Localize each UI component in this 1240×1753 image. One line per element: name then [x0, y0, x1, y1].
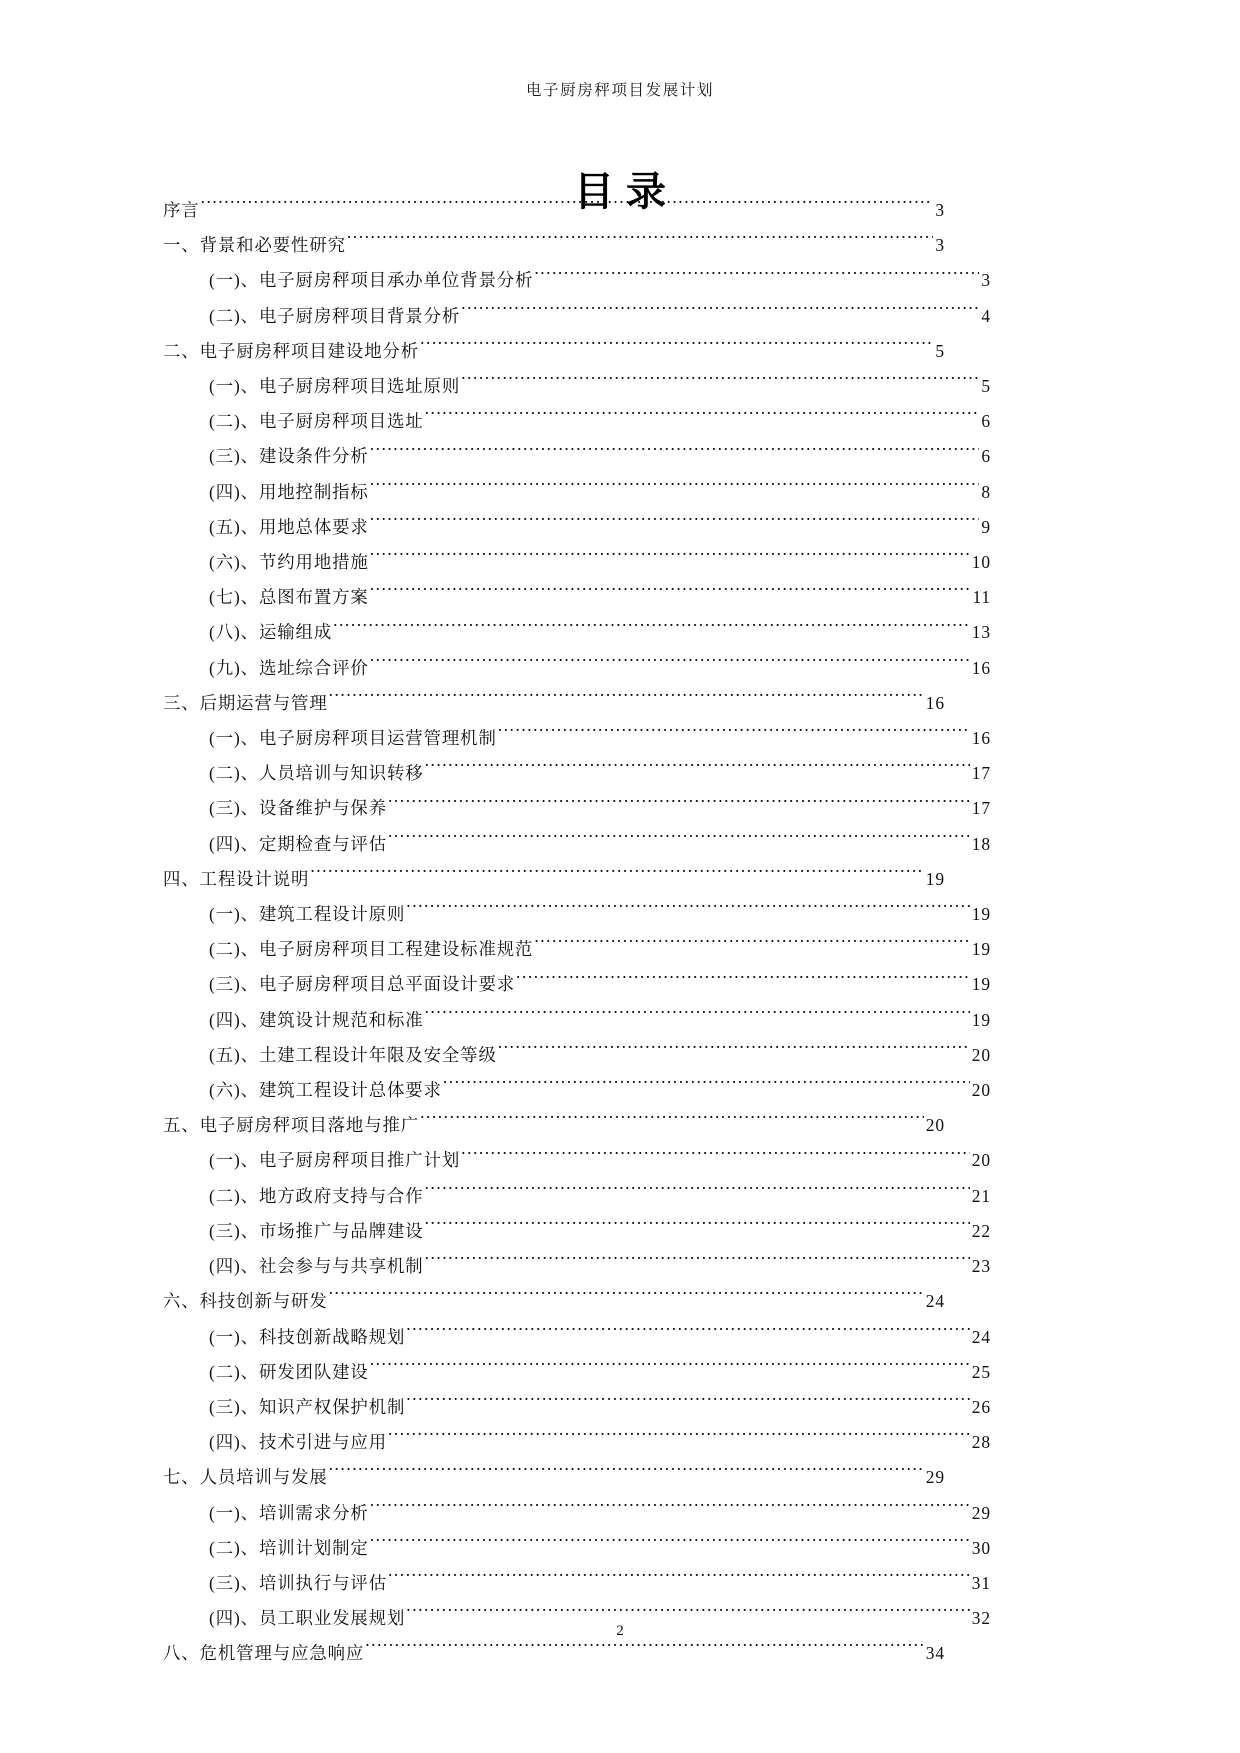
- toc-leader-dots: [388, 832, 970, 849]
- toc-entry[interactable]: [163, 1003, 991, 1038]
- toc-entry-label: (一)、建筑工程设计原则: [209, 904, 406, 925]
- toc-entry-page-number: 21: [971, 1185, 991, 1206]
- toc-entry-label: (四)、建筑设计规范和标准: [209, 1009, 424, 1030]
- toc-entry-label: (三)、培训执行与评估: [209, 1572, 387, 1593]
- toc-entry-label: (七)、总图布置方案: [209, 587, 369, 608]
- toc-entry[interactable]: [163, 228, 945, 263]
- toc-entry-page-number: 29: [971, 1502, 991, 1523]
- toc-entry-page-number: 10: [971, 552, 991, 573]
- toc-entry-page-number: 22: [971, 1220, 991, 1241]
- toc-leader-dots: [370, 1360, 970, 1377]
- toc-entry[interactable]: [163, 1284, 945, 1319]
- toc-leader-dots: [534, 938, 969, 955]
- footer-page-number: 2: [616, 1623, 624, 1639]
- toc-entry[interactable]: [163, 1143, 991, 1178]
- toc-entry[interactable]: [163, 1425, 991, 1460]
- toc-leader-dots: [406, 1325, 970, 1342]
- toc-entry-page-number: 9: [981, 516, 991, 537]
- toc-entry-page-number: 16: [971, 728, 991, 749]
- toc-entry-label: 二、电子厨房秤项目建设地分析: [163, 340, 420, 361]
- toc-entry-label: (三)、设备维护与保养: [209, 798, 387, 819]
- toc-entry-label: 六、科技创新与研发: [163, 1291, 328, 1312]
- toc-entry-page-number: 24: [971, 1326, 991, 1347]
- toc-entry-page-number: 3: [935, 200, 945, 220]
- toc-entry-label: (三)、市场推广与品牌建设: [209, 1220, 424, 1241]
- toc-entry[interactable]: [163, 1496, 991, 1531]
- toc-entry-page-number: 17: [971, 798, 991, 819]
- toc-leader-dots: [425, 1220, 970, 1237]
- toc-leader-dots: [370, 656, 970, 673]
- toc-entry-label: (六)、建筑工程设计总体要求: [209, 1080, 442, 1101]
- toc-entry[interactable]: [163, 1249, 991, 1284]
- toc-leader-dots: [388, 1431, 970, 1448]
- toc-entry[interactable]: [163, 897, 991, 932]
- toc-leader-dots: [310, 867, 923, 884]
- toc-entry-page-number: 19: [971, 1009, 991, 1030]
- toc-entry-label: (九)、选址综合评价: [209, 657, 369, 678]
- toc-entry[interactable]: [163, 1460, 945, 1495]
- toc-entry-page-number: 18: [971, 833, 991, 854]
- toc-entry[interactable]: [163, 1073, 991, 1108]
- toc-entry-label: (二)、人员培训与知识转移: [209, 763, 424, 784]
- toc-leader-dots: [461, 304, 979, 321]
- toc-entry-label: (一)、电子厨房秤项目推广计划: [209, 1150, 461, 1171]
- toc-entry[interactable]: [163, 1531, 991, 1566]
- toc-entry-page-number: 19: [971, 904, 991, 925]
- toc-leader-dots: [461, 1149, 970, 1166]
- toc-entry[interactable]: [163, 1355, 991, 1390]
- toc-entry[interactable]: [163, 615, 991, 650]
- toc-leader-dots: [329, 1466, 924, 1483]
- toc-entry-page-number: 19: [971, 974, 991, 995]
- toc-entry[interactable]: [163, 651, 991, 686]
- toc-entry-page-number: 16: [971, 657, 991, 678]
- toc-entry-label: (二)、电子厨房秤项目工程建设标准规范: [209, 939, 534, 960]
- toc-entry-label: (四)、用地控制指标: [209, 481, 369, 502]
- toc-entry[interactable]: [163, 1566, 991, 1601]
- toc-entry[interactable]: [163, 1636, 945, 1671]
- toc-entry[interactable]: [163, 967, 991, 1002]
- toc-entry[interactable]: [163, 1320, 991, 1355]
- toc-leader-dots: [425, 1008, 970, 1025]
- toc-entry[interactable]: [163, 862, 945, 897]
- toc-entry-page-number: 28: [971, 1432, 991, 1453]
- toc-entry-page-number: 30: [971, 1537, 991, 1558]
- toc-entry-label: (四)、员工职业发展规划: [209, 1608, 406, 1629]
- toc-entry-label: (一)、培训需求分析: [209, 1502, 369, 1523]
- toc-entry[interactable]: [163, 404, 991, 439]
- toc-entry-page-number: 20: [971, 1080, 991, 1101]
- toc-leader-dots: [370, 1536, 970, 1553]
- toc-entry-page-number: 8: [981, 481, 991, 502]
- toc-entry-label: (一)、电子厨房秤项目承办单位背景分析: [209, 270, 534, 291]
- toc-entry-page-number: 23: [971, 1256, 991, 1277]
- toc-entry-label: (五)、用地总体要求: [209, 516, 369, 537]
- toc-leader-dots: [370, 551, 970, 568]
- toc-entry[interactable]: [163, 475, 991, 510]
- toc-entry-page-number: 6: [981, 446, 991, 467]
- toc-entry-label: (三)、电子厨房秤项目总平面设计要求: [209, 974, 516, 995]
- toc-leader-dots: [370, 1501, 970, 1518]
- toc-entry[interactable]: [163, 721, 991, 756]
- toc-entry-label: (二)、电子厨房秤项目背景分析: [209, 305, 461, 326]
- toc-leader-dots: [425, 762, 970, 779]
- toc-entry[interactable]: [163, 1390, 991, 1425]
- toc-leader-dots: [425, 1184, 970, 1201]
- toc-entry-label: (一)、电子厨房秤项目选址原则: [209, 376, 461, 397]
- toc-leader-dots: [329, 691, 924, 708]
- toc-entry-label: (一)、电子厨房秤项目运营管理机制: [209, 728, 497, 749]
- toc-entry-page-number: 5: [981, 376, 991, 397]
- toc-entry[interactable]: [163, 369, 991, 404]
- toc-entry[interactable]: [163, 334, 945, 369]
- toc-leader-dots: [370, 480, 980, 497]
- toc-entry-label: (六)、节约用地措施: [209, 552, 369, 573]
- toc-leader-dots: [406, 1396, 970, 1413]
- toc-entry[interactable]: [163, 510, 991, 545]
- toc-leader-dots: [443, 1079, 970, 1096]
- toc-leader-dots: [534, 269, 979, 286]
- toc-entry[interactable]: [163, 1038, 991, 1073]
- toc-entry-label: (二)、电子厨房秤项目选址: [209, 411, 424, 432]
- toc-entry-page-number: 34: [925, 1643, 945, 1664]
- toc-leader-dots: [370, 445, 980, 462]
- toc-entry-label: (一)、科技创新战略规划: [209, 1326, 406, 1347]
- page-title: 目录: [574, 168, 678, 214]
- toc-leader-dots: [406, 903, 970, 920]
- toc-entry-page-number: 31: [971, 1572, 991, 1593]
- toc-entry-label: 三、后期运营与管理: [163, 692, 328, 713]
- toc-entry-page-number: 3: [981, 270, 991, 291]
- toc-leader-dots: [425, 410, 980, 427]
- toc-entry-label: (八)、运输组成: [209, 622, 333, 643]
- toc-leader-dots: [420, 339, 933, 356]
- toc-leader-dots: [333, 621, 970, 638]
- toc-entry-label: (三)、建设条件分析: [209, 446, 369, 467]
- toc-entry[interactable]: [163, 791, 991, 826]
- toc-entry-label: (四)、定期检查与评估: [209, 833, 387, 854]
- toc-entry-page-number: 24: [925, 1291, 945, 1312]
- toc-entry-label: (二)、研发团队建设: [209, 1361, 369, 1382]
- toc-entry-page-number: 19: [971, 939, 991, 960]
- toc-entry[interactable]: [163, 545, 991, 580]
- toc-entry[interactable]: [163, 580, 991, 615]
- toc-entry-label: 一、背景和必要性研究: [163, 235, 346, 256]
- toc-entry-label: (二)、地方政府支持与合作: [209, 1185, 424, 1206]
- toc-leader-dots: [425, 1255, 970, 1272]
- toc-entry-label: (二)、培训计划制定: [209, 1537, 369, 1558]
- toc-entry-label: (四)、社会参与与共享机制: [209, 1256, 424, 1277]
- toc-entry-label: 序言: [163, 200, 200, 220]
- toc-entry-label: 七、人员培训与发展: [163, 1467, 328, 1488]
- toc-leader-dots: [370, 586, 971, 603]
- toc-entry-page-number: 16: [925, 692, 945, 713]
- toc-leader-dots: [406, 1607, 970, 1624]
- toc-entry[interactable]: [163, 1108, 945, 1143]
- toc-entry-label: 八、危机管理与应急响应: [163, 1643, 365, 1664]
- toc-entry-page-number: 5: [935, 340, 945, 361]
- toc-entry-page-number: 20: [971, 1044, 991, 1065]
- toc-entry-page-number: 32: [971, 1608, 991, 1629]
- toc-leader-dots: [388, 797, 970, 814]
- toc-leader-dots: [329, 1290, 924, 1307]
- toc-leader-dots: [420, 1114, 924, 1131]
- toc-leader-dots: [498, 727, 970, 744]
- toc-entry[interactable]: [163, 1214, 991, 1249]
- toc-entry-page-number: 4: [981, 305, 991, 326]
- toc-entry-page-number: 19: [925, 868, 945, 889]
- toc-leader-dots: [388, 1572, 970, 1589]
- toc-leader-dots: [370, 515, 980, 532]
- toc-entry[interactable]: [163, 263, 991, 298]
- toc-leader-dots: [201, 199, 934, 216]
- toc-leader-dots: [347, 234, 933, 251]
- toc-entry-page-number: 29: [925, 1467, 945, 1488]
- toc-entry-label: (四)、技术引进与应用: [209, 1432, 387, 1453]
- toc-leader-dots: [461, 375, 979, 392]
- toc-entry-page-number: 20: [971, 1150, 991, 1171]
- toc-entry-page-number: 17: [971, 763, 991, 784]
- toc-entry-page-number: 3: [935, 235, 945, 256]
- running-header: 电子厨房秤项目发展计划: [525, 82, 715, 99]
- toc-entry[interactable]: [163, 193, 945, 228]
- toc-leader-dots: [516, 973, 970, 990]
- toc-entry-label: (三)、知识产权保护机制: [209, 1396, 406, 1417]
- toc-entry-page-number: 11: [972, 587, 991, 608]
- toc-leader-dots: [365, 1642, 924, 1659]
- toc-entry-label: (五)、土建工程设计年限及安全等级: [209, 1044, 497, 1065]
- toc-entry-page-number: 20: [925, 1115, 945, 1136]
- toc-entry-page-number: 13: [971, 622, 991, 643]
- toc-entry[interactable]: [163, 686, 945, 721]
- toc-entry[interactable]: [163, 932, 991, 967]
- toc-entry[interactable]: [163, 439, 991, 474]
- toc-entry[interactable]: [163, 827, 991, 862]
- toc-entry-page-number: 6: [981, 411, 991, 432]
- toc-entry[interactable]: [163, 299, 991, 334]
- toc-entry-page-number: 25: [971, 1361, 991, 1382]
- toc-leader-dots: [498, 1043, 970, 1060]
- table-of-contents: [163, 193, 991, 1672]
- toc-entry[interactable]: [163, 1179, 991, 1214]
- toc-entry-label: 五、电子厨房秤项目落地与推广: [163, 1115, 420, 1136]
- toc-entry[interactable]: [163, 756, 991, 791]
- toc-entry-page-number: 26: [971, 1396, 991, 1417]
- toc-entry-label: 四、工程设计说明: [163, 868, 310, 889]
